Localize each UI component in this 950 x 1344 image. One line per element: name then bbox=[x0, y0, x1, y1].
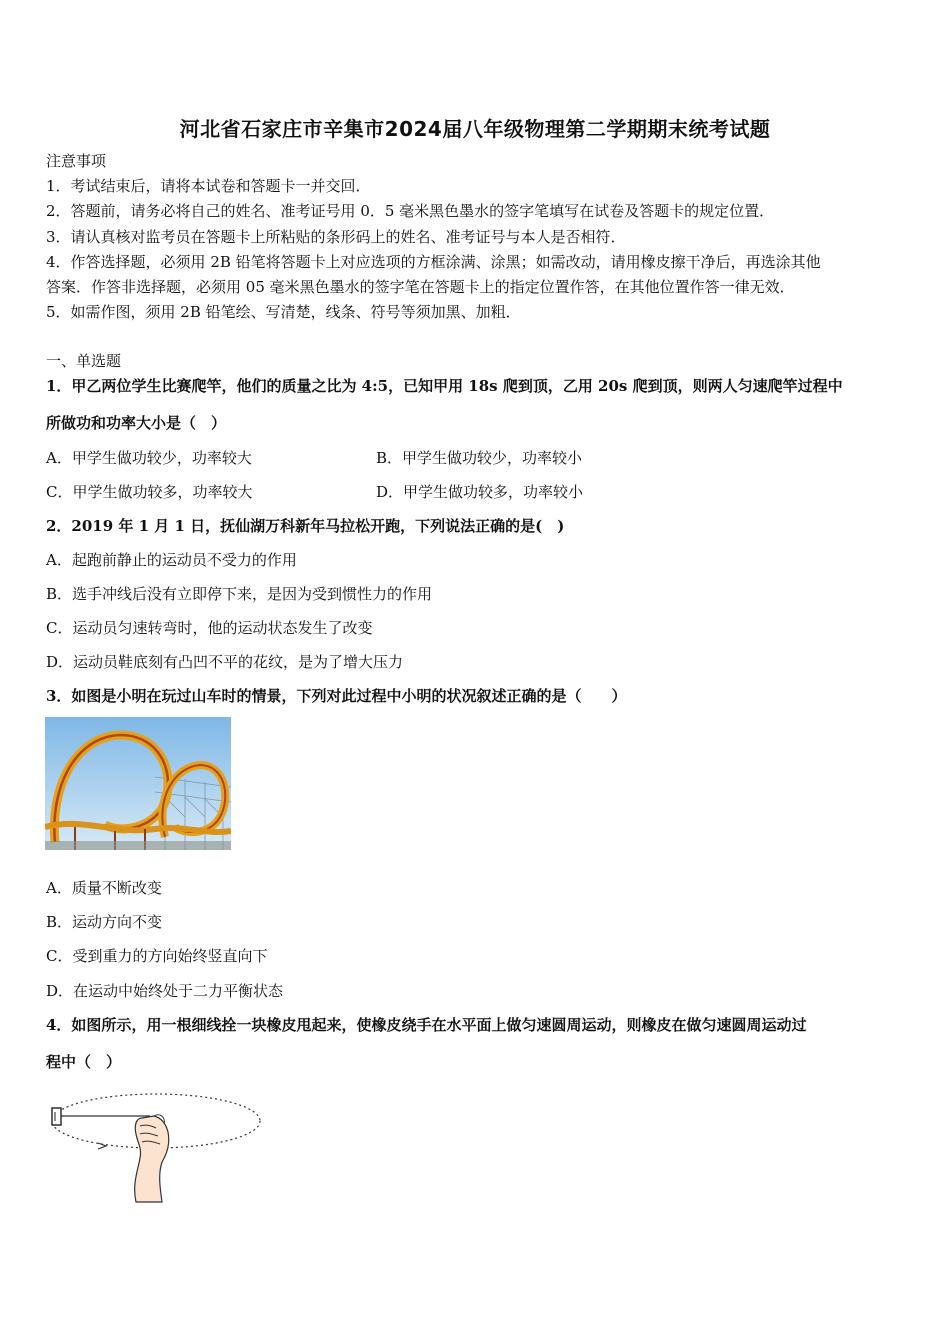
notice-item: 答案．作答非选择题，必须用 05 毫米黑色墨水的签字笔在答题卡上的指定位置作答，在其他位置作答一律无效． bbox=[46, 278, 795, 296]
notice-item: 4．作答选择题，必须用 2B 铅笔将答题卡上对应选项的方框涂满、涂黑；如需改动，请用橡皮擦干净后，再选涂其他 bbox=[46, 253, 821, 271]
question-2-option-a: A．起跑前静止的运动员不受力的作用 bbox=[46, 551, 297, 569]
question-1-option-c: C．甲学生做功较多，功率较大 bbox=[46, 483, 253, 501]
direction-arrow-icon bbox=[98, 1143, 106, 1149]
question-2-option-d: D．运动员鞋底刻有凸凹不平的花纹，是为了增大压力 bbox=[46, 653, 404, 671]
notice-item: 3．请认真核对监考员在答题卡上所粘贴的条形码上的姓名、准考证号与本人是否相符． bbox=[46, 228, 626, 246]
question-1-option-a: A．甲学生做功较少，功率较大 bbox=[46, 449, 252, 467]
notice-item: 1．考试结束后，请将本试卷和答题卡一并交回． bbox=[46, 177, 371, 195]
question-3-option-d: D．在运动中始终处于二力平衡状态 bbox=[46, 982, 284, 1000]
question-3-option-a: A．质量不断改变 bbox=[46, 879, 162, 897]
notice-heading: 注意事项 bbox=[46, 152, 107, 170]
question-3-stem: 3．如图是小明在玩过山车时的情景，下列对此过程中小明的状况叙述正确的是（ ） bbox=[46, 687, 627, 705]
question-4-stem: 程中（ ） bbox=[46, 1053, 122, 1071]
question-1-option-b: B．甲学生做功较少，功率较小 bbox=[376, 449, 583, 467]
question-2-option-c: C．运动员匀速转弯时，他的运动状态发生了改变 bbox=[46, 619, 373, 637]
section-heading: 一、单选题 bbox=[46, 352, 122, 370]
question-2-option-b: B．选手冲线后没有立即停下来，是因为受到惯性力的作用 bbox=[46, 585, 433, 603]
page-title: 河北省石家庄市辛集市2024届八年级物理第二学期期末统考试题 bbox=[179, 117, 771, 141]
question-2-stem: 2．2019 年 1 月 1 日，抚仙湖万科新年马拉松开跑，下列说法正确的是( ) bbox=[46, 517, 565, 535]
question-1-stem: 1．甲乙两位学生比赛爬竿，他们的质量之比为 4:5，已知甲用 18s 爬到顶，乙用 20s 爬到顶，则两人匀速爬竿过程中 bbox=[46, 377, 843, 395]
question-1-stem: 所做功和功率大小是（ ） bbox=[46, 414, 227, 432]
eraser-icon bbox=[52, 1108, 61, 1125]
question-1-option-d: D．甲学生做功较多，功率较小 bbox=[376, 483, 584, 501]
question-3-option-c: C．受到重力的方向始终竖直向下 bbox=[46, 947, 268, 965]
notice-item: 2．答题前，请务必将自己的姓名、准考证号用 0．5 毫米黑色墨水的签字笔填写在试卷及答题卡的规定位置． bbox=[46, 202, 775, 220]
question-3-option-b: B．运动方向不变 bbox=[46, 913, 163, 931]
notice-item: 5．如需作图，须用 2B 铅笔绘、写清楚，线条、符号等须加黑、加粗． bbox=[46, 303, 521, 321]
question-4-stem: 4．如图所示，用一根细线拴一块橡皮甩起来，使橡皮绕手在水平面上做匀速圆周运动，则橡皮在做匀速圆周运动过 bbox=[46, 1016, 807, 1034]
roller-coaster-photo bbox=[45, 717, 231, 850]
hand-circular-motion-diagram bbox=[44, 1088, 264, 1214]
hand-icon bbox=[135, 1116, 169, 1202]
